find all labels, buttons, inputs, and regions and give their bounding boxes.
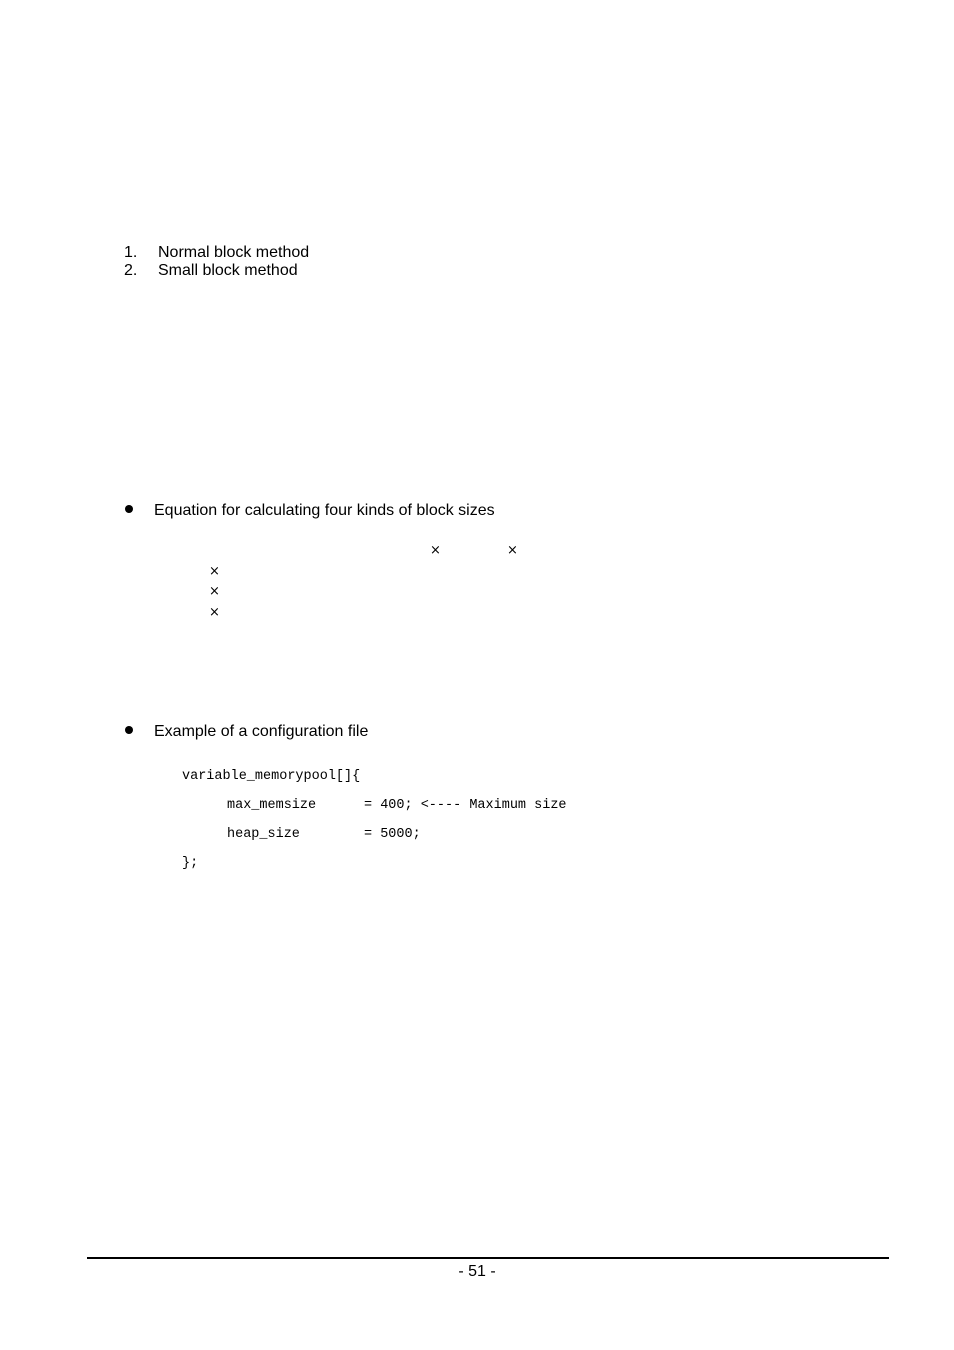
code-value-heap-size: = 5000; [364, 827, 421, 842]
list-item-small-block-method: Small block method [158, 262, 298, 279]
multiply-sign: × [430, 543, 441, 558]
page-number: - 51 - [458, 1263, 496, 1280]
list-number-1: 1. [124, 244, 138, 261]
multiply-sign: × [209, 564, 220, 579]
multiply-sign: × [507, 543, 518, 558]
code-value-max-memsize: = 400; <---- Maximum size [364, 798, 567, 813]
config-heading: Example of a configuration file [154, 723, 369, 740]
list-item-normal-block-method: Normal block method [158, 244, 310, 261]
multiply-sign: × [209, 605, 220, 620]
equation-heading: Equation for calculating four kinds of block sizes [154, 502, 495, 519]
multiply-sign: × [209, 584, 220, 599]
code-open-line: variable_memorypool[]{ [182, 769, 361, 784]
code-key-heap-size: heap_size [227, 827, 300, 842]
code-close-line: }; [182, 856, 199, 871]
list-number-2: 2. [124, 262, 138, 279]
footer-divider [87, 1257, 889, 1259]
code-key-max-memsize: max_memsize [227, 798, 317, 813]
bullet-icon [125, 505, 133, 513]
bullet-icon [125, 726, 133, 734]
